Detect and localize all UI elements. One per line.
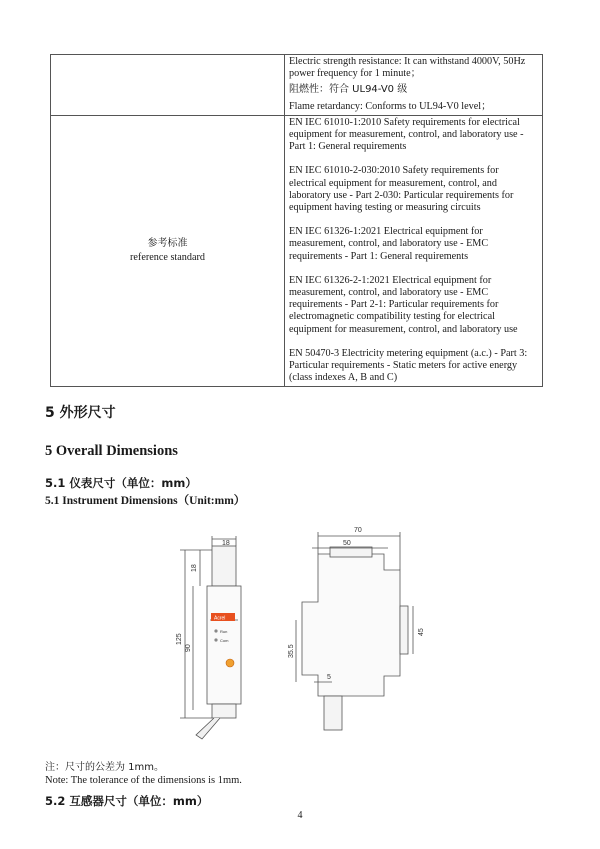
dimension-drawing [0,510,600,750]
dim-label: 70 [354,527,362,534]
table-cell-label [51,115,285,387]
spec-line: Electric strength resistance: It can withstand 4000V, 50Hz [289,56,526,67]
button-icon [226,659,234,667]
table-row [51,55,543,116]
table-cell-spec [285,55,543,116]
subsection-title-en: 5.1 Instrument Dimensions（Unit:mm） [45,495,246,507]
led-run-icon [214,629,217,632]
dim-label: 18 [191,564,198,572]
spec-table [50,54,543,387]
note-cn: 注：尺寸的公差为 1mm。 [45,762,165,773]
note-en: Note: The tolerance of the dimensions is 1mm. [45,775,242,786]
label-cn: 参考标准 [147,237,188,249]
standard-item: EN 50470-3 Electricity metering equipment (a.c.) - Part 3: Particular requirements - Static meters for active energy (class indexes A, B and C) [289,347,528,384]
section-title-en: 5 Overall Dimensions [45,443,178,459]
side-view [296,532,413,730]
dim-label: 125 [176,633,183,645]
page-number: 4 [297,810,303,821]
table-row [51,115,543,387]
table-cell-standards [285,115,543,387]
subsection-title-cn: 5.1 仪表尺寸（单位：mm） [45,476,197,490]
standard-item: EN IEC 61326-1:2021 Electrical equipment for measurement, control, and laboratory use - EMC requirements - Part 1: General requirements [289,226,489,262]
dim-label: 45 [418,628,425,636]
dim-label: 18 [222,540,230,547]
dim-label: 50 [343,540,351,547]
dim-label: 5 [327,674,331,681]
spec-line: Flame retardancy: Conforms to UL94-V0 level； [289,100,492,112]
standard-item: EN IEC 61010-2-030:2010 Safety requirements for electrical equipment for measurement, control, and laboratory use - Part 2-030: Particular requirements for equipment having testing or measuring circuits [289,165,514,214]
dim-label: 35.5 [288,644,295,658]
table-cell-empty [51,55,285,116]
label-en: reference standard [130,252,205,264]
dim-label: 90 [185,644,192,652]
section-title-cn: 5 外形尺寸 [45,405,116,421]
brand-label: Acrel [214,615,226,622]
spec-line: power frequency for 1 minute； [289,68,421,80]
subsection-title-cn: 5.2 互感器尺寸（单位：mm） [45,794,209,808]
standard-item: EN IEC 61010-1:2010 Safety requirements for electrical equipment for measurement, control, and laboratory use - Part 1: General requirements [289,116,524,153]
led-com-icon [214,638,217,641]
front-view [180,536,241,739]
led-label: Com [220,638,229,643]
standard-item: EN IEC 61326-2-1:2021 Electrical equipment for measurement, control, and laboratory use - EMC requirements - Part 2-1: Particular requirements for electromagnetic compatibility testing for electrical equipment for measurement, control, and laboratory use [289,274,518,335]
spec-line: 阻燃性：符合 UL94-V0 级 [289,84,408,96]
led-label: Run [220,629,228,634]
